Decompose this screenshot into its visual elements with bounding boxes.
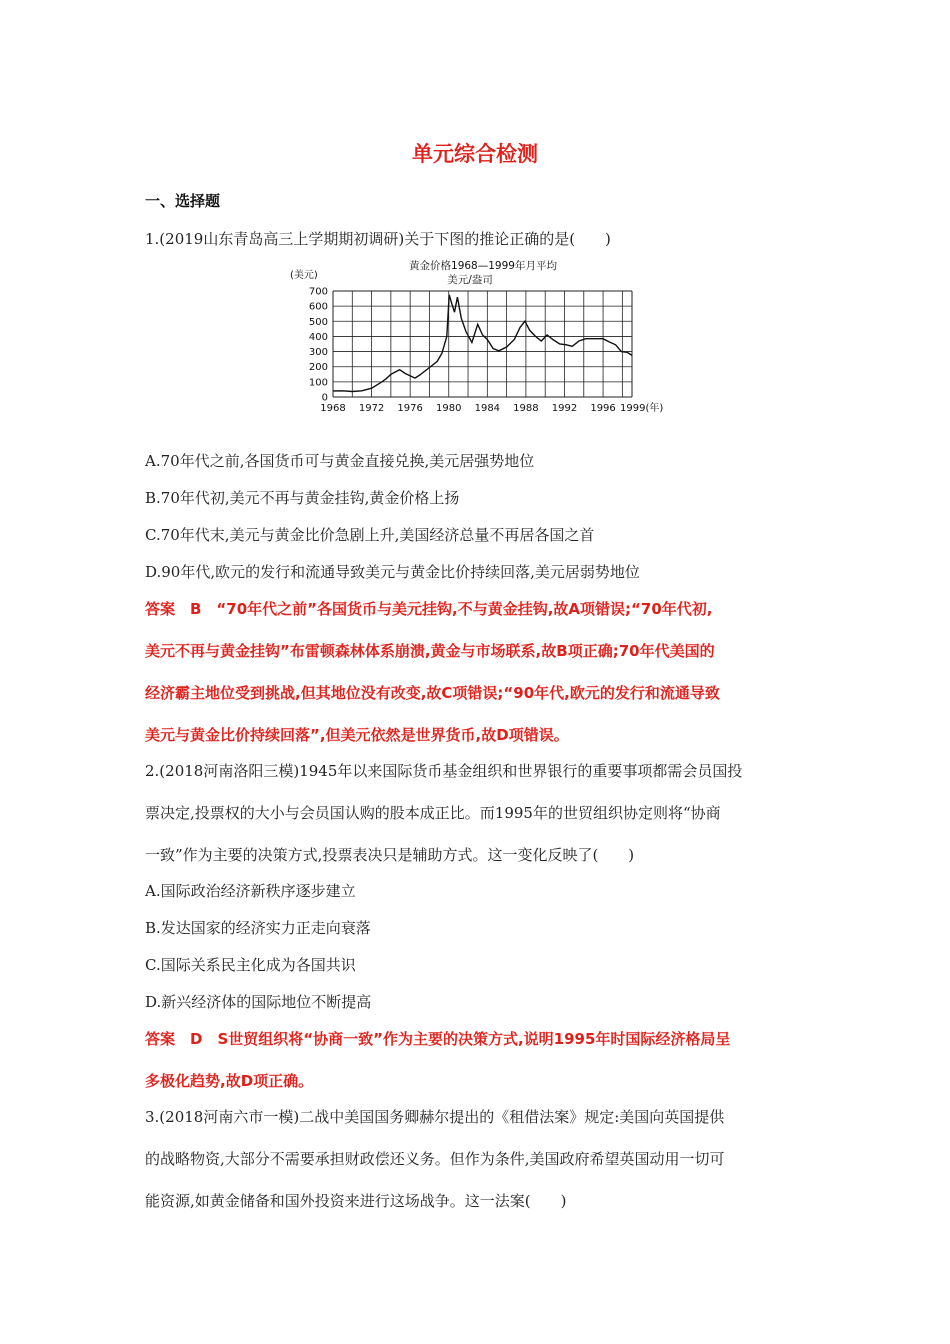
question-text-line: 能资源,如黄金储备和国外投资来进行这场战争。这一法案( ) xyxy=(145,1192,567,1210)
x-tick-label: 1992 xyxy=(551,403,578,414)
chart-ticks xyxy=(309,287,663,415)
question-text-line: A.70年代之前,各国货币可与黄金直接兑换,美元居强势地位 xyxy=(145,452,535,470)
question-text-line: 3.(2018河南六市一模)二战中美国国务卿赫尔提出的《租借法案》规定:美国向英国提供 xyxy=(145,1108,725,1126)
question-text-line: C.国际关系民主化成为各国共识 xyxy=(145,956,356,974)
x-tick-label: 1972 xyxy=(358,403,385,414)
answer-text-line: 答案 B “70年代之前”各国货币与美元挂钩,不与黄金挂钩,故A项错误;“70年代初, xyxy=(145,600,713,618)
y-tick-label: 200 xyxy=(308,362,328,374)
answer-text-line: 美元与黄金比价持续回落”,但美元依然是世界货币,故D项错误。 xyxy=(145,726,569,744)
y-tick-label: 300 xyxy=(308,347,328,359)
y-tick-label: 500 xyxy=(308,316,328,328)
gold-price-chart xyxy=(288,256,678,420)
question-text-line: B.发达国家的经济实力正走向衰落 xyxy=(145,919,371,937)
page-title: 单元综合检测 xyxy=(412,142,538,166)
y-tick-label: 0 xyxy=(321,392,328,404)
question-text-line: 票决定,投票权的大小与会员国认购的股本成正比。而1995年的世贸组织协定则将“协商 xyxy=(145,804,721,822)
chart-title: 黄金价格1968—1999年月平均 xyxy=(409,260,557,272)
question-text-line: C.70年代末,美元与黄金比价急剧上升,美国经济总量不再居各国之首 xyxy=(145,526,595,544)
x-tick-label: 1988 xyxy=(513,403,539,414)
y-tick-label: 700 xyxy=(308,286,328,298)
answer-text-line: 答案 D S世贸组织将“协商一致”作为主要的决策方式,说明1995年时国际经济格局呈 xyxy=(145,1030,731,1048)
x-tick-label: 1996 xyxy=(590,403,616,414)
question-text-line: 一致”作为主要的决策方式,投票表决只是辅助方式。这一变化反映了( ) xyxy=(145,846,635,864)
question-text-line: B.70年代初,美元不再与黄金挂钩,黄金价格上扬 xyxy=(145,489,460,507)
question-text-line: 2.(2018河南洛阳三模)1945年以来国际货币基金组织和世界银行的重要事项都需会员国投 xyxy=(145,762,743,780)
x-tick-label: 1968 xyxy=(320,403,346,414)
x-tick-label: 1976 xyxy=(397,403,423,414)
x-tick-label: 1999(年) xyxy=(620,403,664,414)
gold-price-series-line xyxy=(333,295,632,392)
chart-grid xyxy=(333,291,632,397)
chart-subtitle: 美元/盎司 xyxy=(447,274,493,286)
x-tick-label: 1980 xyxy=(436,403,462,414)
y-tick-label: 100 xyxy=(308,377,328,389)
answer-text-line: 美元不再与黄金挂钩”布雷顿森林体系崩溃,黄金与市场联系,故B项正确;70年代美国的 xyxy=(145,642,715,660)
chart-y-axis-label: (美元) xyxy=(290,270,318,281)
section-heading: 一、选择题 xyxy=(145,192,221,210)
y-tick-label: 400 xyxy=(308,331,328,343)
question-text-line: A.国际政治经济新秩序逐步建立 xyxy=(145,882,356,900)
answer-text-line: 多极化趋势,故D项正确。 xyxy=(145,1072,314,1090)
question-text-line: D.90年代,欧元的发行和流通导致美元与黄金比价持续回落,美元居弱势地位 xyxy=(145,563,640,581)
answer-text-line: 经济霸主地位受到挑战,但其地位没有改变,故C项错误;“90年代,欧元的发行和流通导致 xyxy=(145,684,720,702)
question-text-line: 的战略物资,大部分不需要承担财政偿还义务。但作为条件,美国政府希望英国动用一切可 xyxy=(145,1150,725,1168)
y-tick-label: 600 xyxy=(308,301,328,313)
question-text-line: 1.(2019山东青岛高三上学期期初调研)关于下图的推论正确的是( ) xyxy=(145,230,611,248)
question-text-line: D.新兴经济体的国际地位不断提高 xyxy=(145,993,372,1011)
x-tick-label: 1984 xyxy=(474,403,501,414)
